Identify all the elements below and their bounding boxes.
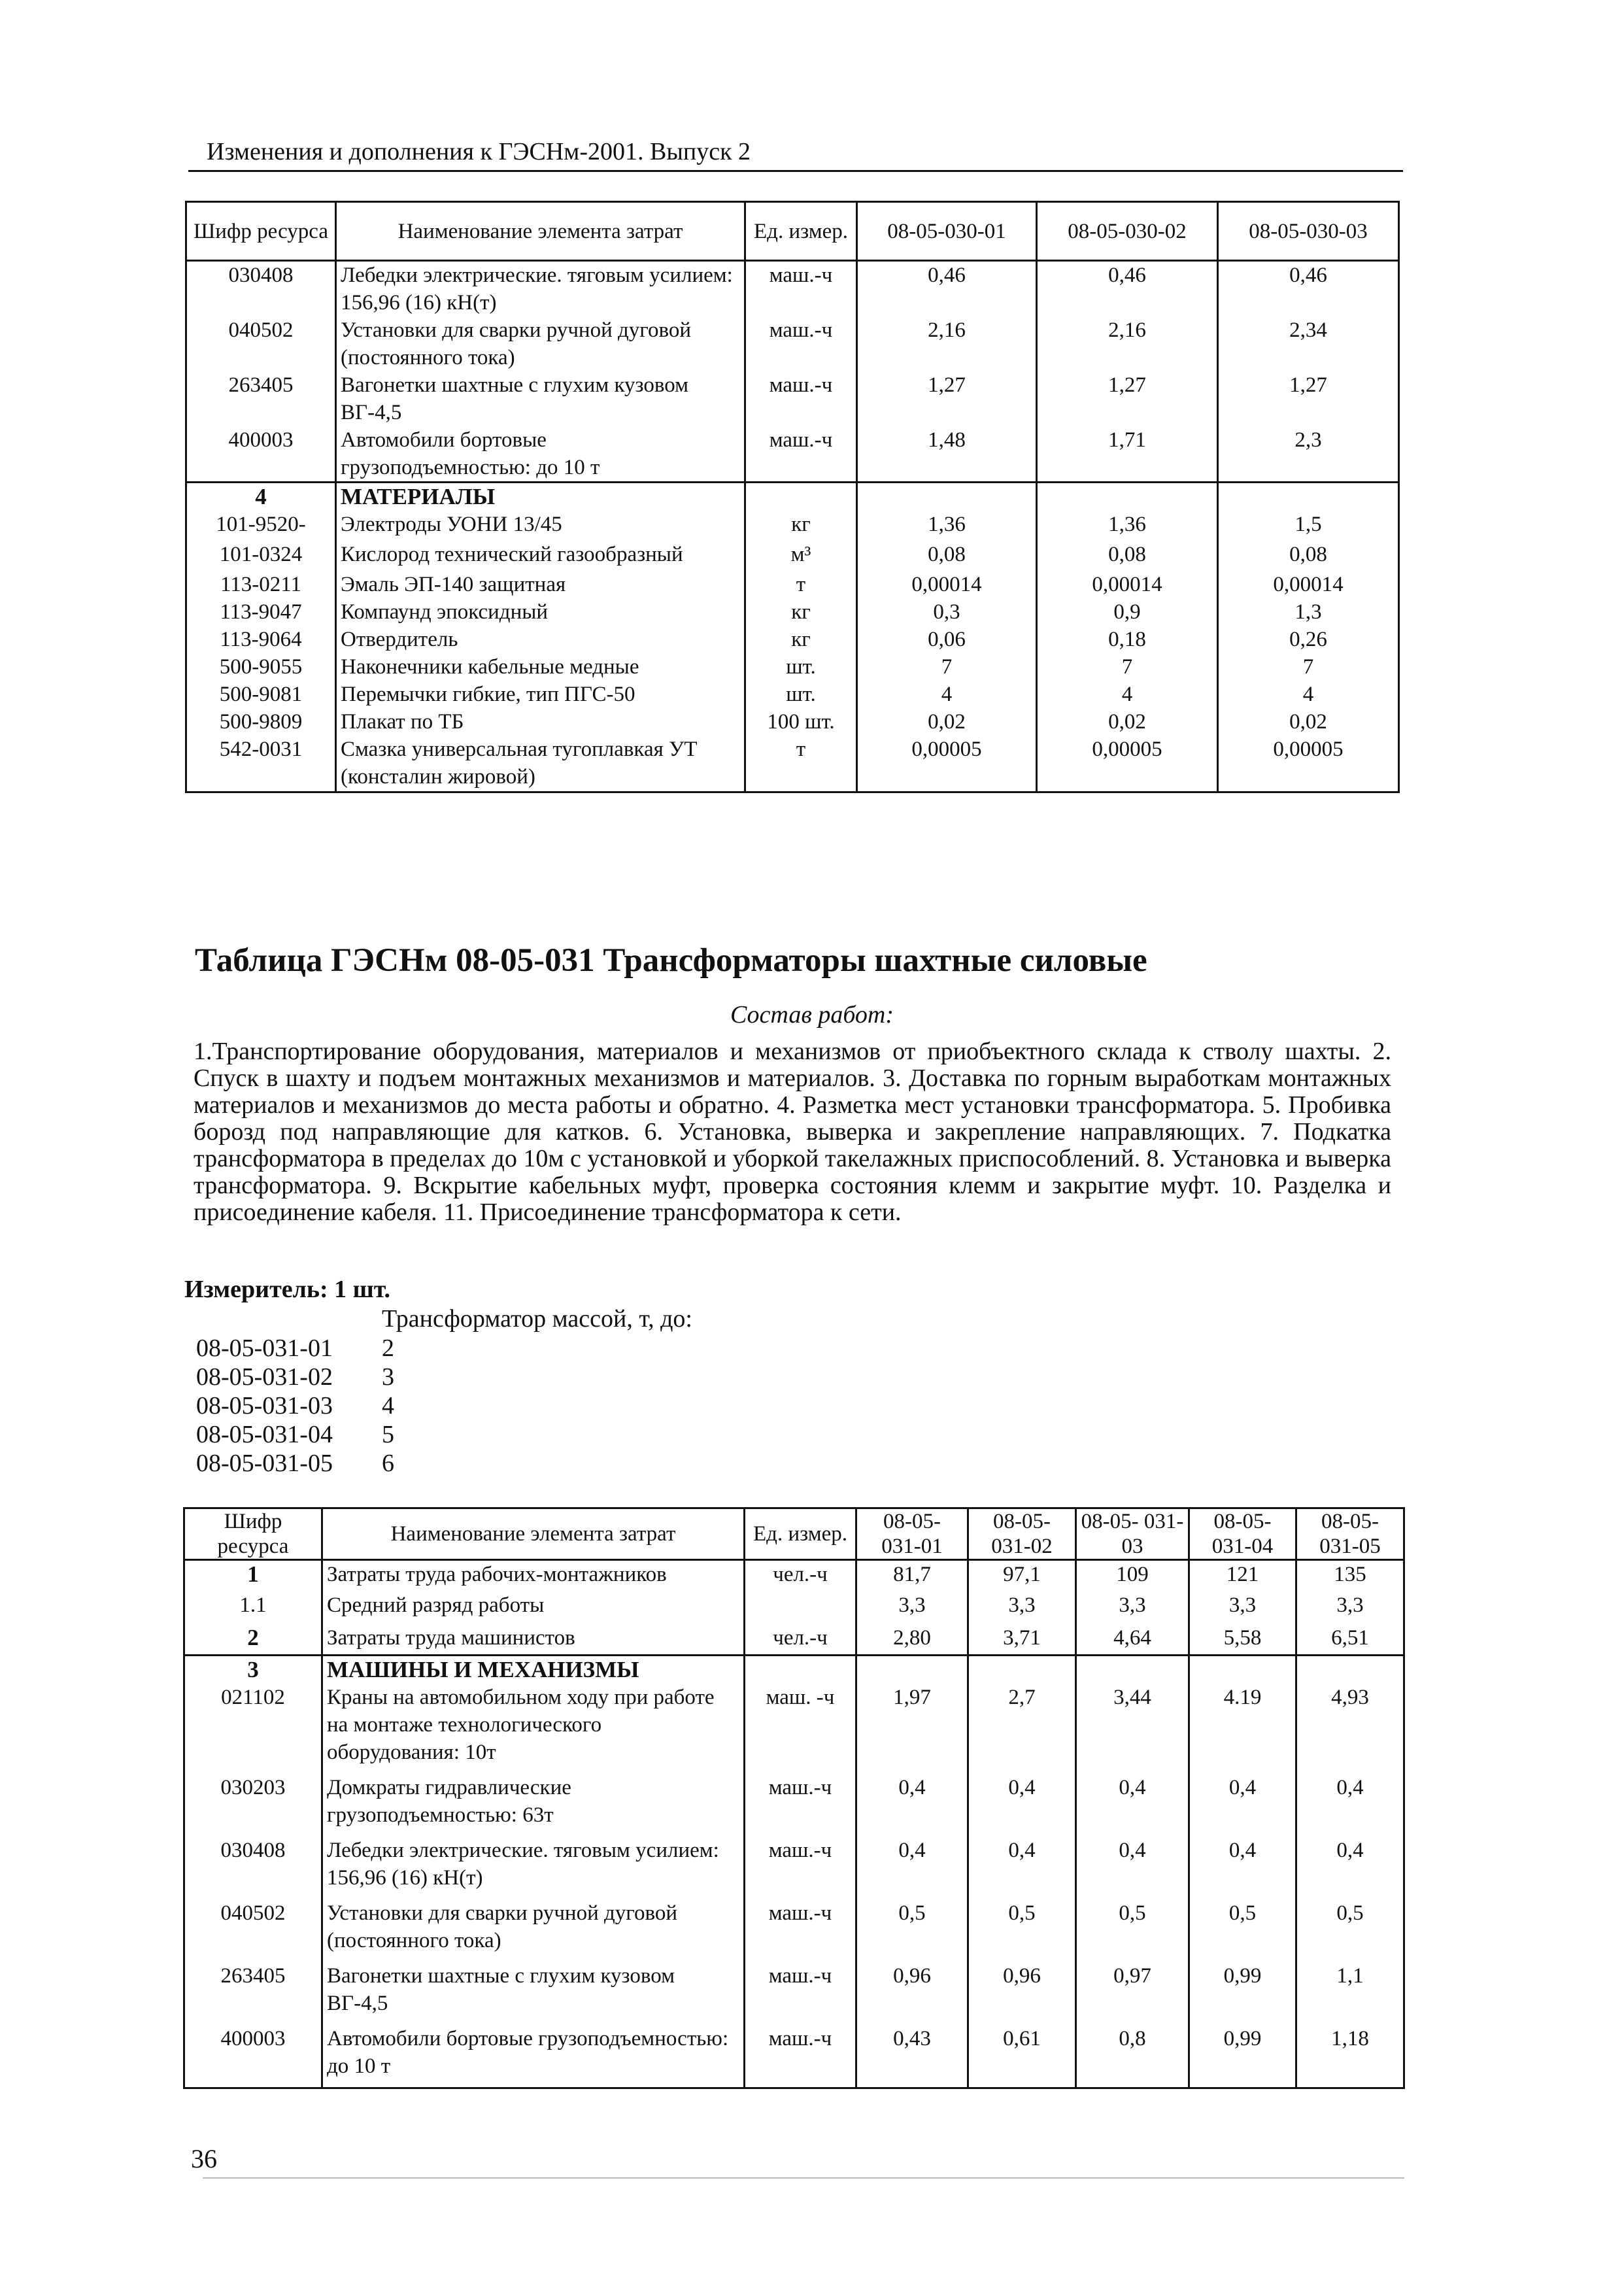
cell-value: 3,71 bbox=[968, 1624, 1076, 1656]
cell-value: 0,08 bbox=[1037, 541, 1218, 571]
cell-value: 0,46 bbox=[857, 261, 1037, 317]
cell-name: Компаунд эпоксидный bbox=[336, 598, 745, 626]
cell-value: 0,5 bbox=[856, 1899, 968, 1962]
cell-unit: м³ bbox=[745, 541, 857, 571]
cell-value: 3,3 bbox=[1189, 1591, 1296, 1624]
cell-value: 0,97 bbox=[1076, 1962, 1189, 2025]
cell-code: 1 bbox=[184, 1560, 322, 1591]
table-row bbox=[184, 1899, 1404, 1962]
header-col-3: 08-05-030-03 bbox=[1218, 202, 1399, 261]
cell-value: 0,4 bbox=[1296, 1837, 1404, 1899]
cell-code: 400003 bbox=[186, 426, 336, 483]
variant-value: 5 bbox=[382, 1421, 394, 1448]
cell-value: 0,4 bbox=[1076, 1774, 1189, 1837]
cell-value: 0,02 bbox=[857, 708, 1037, 736]
cell-value: 2,7 bbox=[968, 1684, 1076, 1774]
variant-value: 4 bbox=[382, 1392, 394, 1420]
cell-value: 7 bbox=[1218, 653, 1399, 681]
cell-unit: маш.-ч bbox=[745, 1774, 856, 1837]
table-row bbox=[184, 1837, 1404, 1899]
cell-value: 0,18 bbox=[1037, 626, 1218, 653]
cell-value: 97,1 bbox=[968, 1560, 1076, 1591]
cell-code: 263405 bbox=[184, 1962, 322, 2025]
table-row bbox=[184, 1624, 1404, 1656]
cell-unit: маш.-ч bbox=[745, 261, 857, 317]
mass-header: Трансформатор массой, т, до: bbox=[382, 1305, 692, 1333]
cell-code: 2 bbox=[184, 1624, 322, 1656]
cell-code: 113-0211 bbox=[186, 571, 336, 598]
measure-label: Измеритель: bbox=[184, 1276, 328, 1303]
cell-unit: кг bbox=[745, 511, 857, 541]
running-header: Изменения и дополнения к ГЭСНм-2001. Выпуск 2 bbox=[207, 138, 751, 165]
cell-name: Плакат по ТБ bbox=[336, 708, 745, 736]
cell-value: 1,97 bbox=[856, 1684, 968, 1774]
bottom-rule bbox=[203, 2177, 1404, 2179]
cell-value: 0,08 bbox=[1218, 541, 1399, 571]
cell-unit: маш.-ч bbox=[745, 426, 857, 483]
cell-value: 1,27 bbox=[1218, 371, 1399, 426]
cell-name: Кислород технический газообразный bbox=[336, 541, 745, 571]
cell-name: Перемычки гибкие, тип ПГС-50 bbox=[336, 681, 745, 708]
table-row bbox=[186, 426, 1399, 483]
cell-value: 1,18 bbox=[1296, 2025, 1404, 2088]
page-number: 36 bbox=[191, 2144, 217, 2173]
cell-code: 500-9809 bbox=[186, 708, 336, 736]
section-row-materials bbox=[186, 483, 1399, 511]
table-08-05-030-continuation bbox=[185, 201, 1400, 793]
cell-name: Автомобили бортовые грузоподъемностью: до 10 т bbox=[336, 426, 745, 483]
measure-value: 1 шт. bbox=[334, 1276, 391, 1303]
cell-value: 4,93 bbox=[1296, 1684, 1404, 1774]
cell-unit: маш.-ч bbox=[745, 316, 857, 371]
table-row bbox=[186, 681, 1399, 708]
cell-unit: маш.-ч bbox=[745, 1837, 856, 1899]
cell-unit bbox=[745, 1591, 856, 1624]
section-title: МАШИНЫ И МЕХАНИЗМЫ bbox=[322, 1656, 745, 1684]
table-row bbox=[186, 626, 1399, 653]
cell-value: 0,00014 bbox=[1037, 571, 1218, 598]
cell-unit: чел.-ч bbox=[745, 1560, 856, 1591]
cell-value: 1,36 bbox=[857, 511, 1037, 541]
variant-value: 6 bbox=[382, 1450, 394, 1477]
cell-unit: кг bbox=[745, 598, 857, 626]
cell-name: Автомобили бортовые грузоподъемностью: до 10 т bbox=[322, 2025, 745, 2088]
cell-value: 0,9 bbox=[1037, 598, 1218, 626]
cell-unit: маш.-ч bbox=[745, 2025, 856, 2088]
cell-value: 0,4 bbox=[1189, 1774, 1296, 1837]
cell-unit: маш. -ч bbox=[745, 1684, 856, 1774]
variant-code: 08-05-031-01 bbox=[196, 1334, 333, 1362]
table-08-05-031 bbox=[183, 1507, 1405, 2089]
cell-value: 0,4 bbox=[1296, 1774, 1404, 1837]
cell-value: 3,3 bbox=[968, 1591, 1076, 1624]
cell-value: 81,7 bbox=[856, 1560, 968, 1591]
cell-code: 040502 bbox=[184, 1899, 322, 1962]
section-title: МАТЕРИАЛЫ bbox=[336, 483, 745, 511]
cell-code: 1.1 bbox=[184, 1591, 322, 1624]
cell-name: Домкраты гидравлические грузоподъемностью: 63т bbox=[322, 1774, 745, 1837]
header-unit: Ед. измер. bbox=[745, 202, 857, 261]
cell-code: 500-9081 bbox=[186, 681, 336, 708]
cell-code: 500-9055 bbox=[186, 653, 336, 681]
cell-unit: шт. bbox=[745, 653, 857, 681]
cell-code: 542-0031 bbox=[186, 736, 336, 792]
cell-value: 0,4 bbox=[968, 1837, 1076, 1899]
table-row bbox=[186, 571, 1399, 598]
cell-value: 0,5 bbox=[1296, 1899, 1404, 1962]
cell-name: Установки для сварки ручной дуговой (постоянного тока) bbox=[336, 316, 745, 371]
table-row bbox=[186, 736, 1399, 792]
cell-value: 7 bbox=[1037, 653, 1218, 681]
cell-code: 113-9064 bbox=[186, 626, 336, 653]
cell-name: Электроды УОНИ 13/45 bbox=[336, 511, 745, 541]
work-composition-text: 1.Транспортирование оборудования, материалов и механизмов от приобъектного склада к стволу шахты. 2. Спуск в шахту и подъем монтажных механизмов и материалов. 3. Доставка по горным выработкам монтажных материалов и механизмов до места работы и обратно. 4. Разметка мест установки трансформатора. 5. Пробивка борозд под направляющие для катков. 6. Установка, выверка и закрепление направляющих. 7. Подкатка трансформатора в пределах до 10м с установкой и уборкой такелажных приспособлений. 8. Установка и выверка трансформатора. 9. Вскрытие кабельных муфт, проверка состояния клемм и закрытие муфт. 10. Разделка и присоединение кабеля. 11. Присоединение трансформатора к сети. bbox=[194, 1038, 1391, 1226]
table-row bbox=[184, 1774, 1404, 1837]
cell-value: 0,46 bbox=[1037, 261, 1218, 317]
cell-name: Вагонетки шахтные с глухим кузовом ВГ-4,5 bbox=[322, 1962, 745, 2025]
cell-value: 1,27 bbox=[857, 371, 1037, 426]
section-row-machines bbox=[184, 1656, 1404, 1684]
cell-code: 030408 bbox=[186, 261, 336, 317]
cell-name: Установки для сварки ручной дуговой (постоянного тока) bbox=[322, 1899, 745, 1962]
cell-value: 2,3 bbox=[1218, 426, 1399, 483]
cell-value: 1,1 bbox=[1296, 1962, 1404, 2025]
header-code: Шифр ресурса bbox=[186, 202, 336, 261]
cell-value: 0,5 bbox=[968, 1899, 1076, 1962]
cell-value: 0,08 bbox=[857, 541, 1037, 571]
cell-value: 2,16 bbox=[857, 316, 1037, 371]
table-row bbox=[184, 1591, 1404, 1624]
cell-value: 0,4 bbox=[856, 1774, 968, 1837]
variant-code: 08-05-031-05 bbox=[196, 1450, 333, 1477]
header-col-3: 08-05- 031-03 bbox=[1076, 1508, 1189, 1560]
measure-line bbox=[184, 1275, 390, 1304]
cell-value: 0,00005 bbox=[1218, 736, 1399, 792]
table-row bbox=[184, 1962, 1404, 2025]
section-code: 3 bbox=[184, 1656, 322, 1684]
cell-value: 1,48 bbox=[857, 426, 1037, 483]
cell-value: 4 bbox=[857, 681, 1037, 708]
cell-value: 4.19 bbox=[1189, 1684, 1296, 1774]
cell-value: 4,64 bbox=[1076, 1624, 1189, 1656]
cell-value: 2,34 bbox=[1218, 316, 1399, 371]
cell-value: 0,96 bbox=[856, 1962, 968, 2025]
cell-value: 135 bbox=[1296, 1560, 1404, 1591]
header-unit: Ед. измер. bbox=[745, 1508, 856, 1560]
table-row bbox=[184, 1684, 1404, 1774]
table-row bbox=[186, 316, 1399, 371]
cell-code: 400003 bbox=[184, 2025, 322, 2088]
cell-name: Средний разряд работы bbox=[322, 1591, 745, 1624]
cell-value: 0,46 bbox=[1218, 261, 1399, 317]
cell-code: 113-9047 bbox=[186, 598, 336, 626]
table-row bbox=[184, 1560, 1404, 1591]
cell-value: 6,51 bbox=[1296, 1624, 1404, 1656]
cell-value: 0,8 bbox=[1076, 2025, 1189, 2088]
cell-unit: шт. bbox=[745, 681, 857, 708]
header-col-4: 08-05- 031-04 bbox=[1189, 1508, 1296, 1560]
cell-value: 3,3 bbox=[1296, 1591, 1404, 1624]
cell-value: 0,61 bbox=[968, 2025, 1076, 2088]
cell-name: Краны на автомобильном ходу при работе на монтаже технологического оборудования: 10т bbox=[322, 1684, 745, 1774]
variant-value: 2 bbox=[382, 1334, 394, 1362]
cell-name: Затраты труда машинистов bbox=[322, 1624, 745, 1656]
cell-code: 030408 bbox=[184, 1837, 322, 1899]
cell-value: 0,3 bbox=[857, 598, 1037, 626]
header-col-2: 08-05-030-02 bbox=[1037, 202, 1218, 261]
cell-unit: маш.-ч bbox=[745, 1899, 856, 1962]
cell-name: Наконечники кабельные медные bbox=[336, 653, 745, 681]
variant-code: 08-05-031-04 bbox=[196, 1421, 333, 1448]
header-code: Шифр ресурса bbox=[184, 1508, 322, 1560]
cell-value: 0,4 bbox=[1076, 1837, 1189, 1899]
cell-name: Эмаль ЭП-140 защитная bbox=[336, 571, 745, 598]
cell-value: 5,58 bbox=[1189, 1624, 1296, 1656]
header-col-1: 08-05- 031-01 bbox=[856, 1508, 968, 1560]
cell-name: Лебедки электрические. тяговым усилием: 156,96 (16) кН(т) bbox=[322, 1837, 745, 1899]
cell-name: Отвердитель bbox=[336, 626, 745, 653]
cell-value: 0,96 bbox=[968, 1962, 1076, 2025]
table-row bbox=[186, 371, 1399, 426]
cell-unit: т bbox=[745, 571, 857, 598]
cell-value: 0,06 bbox=[857, 626, 1037, 653]
cell-code: 040502 bbox=[186, 316, 336, 371]
cell-value: 4 bbox=[1218, 681, 1399, 708]
cell-code: 101-0324 bbox=[186, 541, 336, 571]
cell-unit: маш.-ч bbox=[745, 1962, 856, 2025]
cell-value: 0,99 bbox=[1189, 2025, 1296, 2088]
cell-value: 1,5 bbox=[1218, 511, 1399, 541]
cell-unit: чел.-ч bbox=[745, 1624, 856, 1656]
header-name: Наименование элемента затрат bbox=[336, 202, 745, 261]
cell-code: 263405 bbox=[186, 371, 336, 426]
cell-value: 1,36 bbox=[1037, 511, 1218, 541]
header-col-1: 08-05-030-01 bbox=[857, 202, 1037, 261]
table-row bbox=[186, 261, 1399, 317]
header-rule bbox=[188, 170, 1403, 172]
header-col-5: 08-05- 031-05 bbox=[1296, 1508, 1404, 1560]
cell-unit: 100 шт. bbox=[745, 708, 857, 736]
cell-value: 3,44 bbox=[1076, 1684, 1189, 1774]
section-code: 4 bbox=[186, 483, 336, 511]
table-row bbox=[184, 2025, 1404, 2088]
cell-value: 3,3 bbox=[1076, 1591, 1189, 1624]
cell-value: 0,4 bbox=[1189, 1837, 1296, 1899]
cell-value: 0,02 bbox=[1218, 708, 1399, 736]
cell-value: 0,5 bbox=[1076, 1899, 1189, 1962]
cell-name: Смазка универсальная тугоплавкая УТ (конcталин жировой) bbox=[336, 736, 745, 792]
cell-name: Лебедки электрические. тяговым усилием: 156,96 (16) кН(т) bbox=[336, 261, 745, 317]
cell-value: 0,00005 bbox=[1037, 736, 1218, 792]
cell-value: 121 bbox=[1189, 1560, 1296, 1591]
cell-value: 109 bbox=[1076, 1560, 1189, 1591]
cell-value: 0,4 bbox=[968, 1774, 1076, 1837]
cell-value: 0,00014 bbox=[857, 571, 1037, 598]
cell-unit: кг bbox=[745, 626, 857, 653]
variant-code: 08-05-031-03 bbox=[196, 1392, 333, 1420]
cell-value: 0,02 bbox=[1037, 708, 1218, 736]
cell-value: 4 bbox=[1037, 681, 1218, 708]
cell-value: 7 bbox=[857, 653, 1037, 681]
cell-unit: т bbox=[745, 736, 857, 792]
cell-code: 021102 bbox=[184, 1684, 322, 1774]
cell-value: 1,71 bbox=[1037, 426, 1218, 483]
header-name: Наименование элемента затрат bbox=[322, 1508, 745, 1560]
work-composition-title: Состав работ: bbox=[730, 1001, 894, 1028]
cell-value: 3,3 bbox=[856, 1591, 968, 1624]
cell-value: 0,26 bbox=[1218, 626, 1399, 653]
cell-value: 2,16 bbox=[1037, 316, 1218, 371]
cell-value: 0,00014 bbox=[1218, 571, 1399, 598]
table-row bbox=[186, 708, 1399, 736]
table-row bbox=[186, 653, 1399, 681]
cell-value: 0,43 bbox=[856, 2025, 968, 2088]
cell-value: 2,80 bbox=[856, 1624, 968, 1656]
cell-value: 0,4 bbox=[856, 1837, 968, 1899]
cell-unit: маш.-ч bbox=[745, 371, 857, 426]
cell-value: 1,3 bbox=[1218, 598, 1399, 626]
table-row bbox=[186, 541, 1399, 571]
cell-name: Затраты труда рабочих-монтажников bbox=[322, 1560, 745, 1591]
cell-code: 030203 bbox=[184, 1774, 322, 1837]
section-title: Таблица ГЭСНм 08-05-031 Трансформаторы шахтные силовые bbox=[195, 942, 1147, 979]
table-row bbox=[186, 598, 1399, 626]
cell-value: 0,99 bbox=[1189, 1962, 1296, 2025]
variant-value: 3 bbox=[382, 1363, 394, 1391]
table-row bbox=[186, 511, 1399, 541]
cell-value: 0,00005 bbox=[857, 736, 1037, 792]
header-col-2: 08-05- 031-02 bbox=[968, 1508, 1076, 1560]
cell-code: 101-9520- bbox=[186, 511, 336, 541]
cell-value: 1,27 bbox=[1037, 371, 1218, 426]
cell-value: 0,5 bbox=[1189, 1899, 1296, 1962]
variant-code: 08-05-031-02 bbox=[196, 1363, 333, 1391]
cell-name: Вагонетки шахтные с глухим кузовом ВГ-4,5 bbox=[336, 371, 745, 426]
